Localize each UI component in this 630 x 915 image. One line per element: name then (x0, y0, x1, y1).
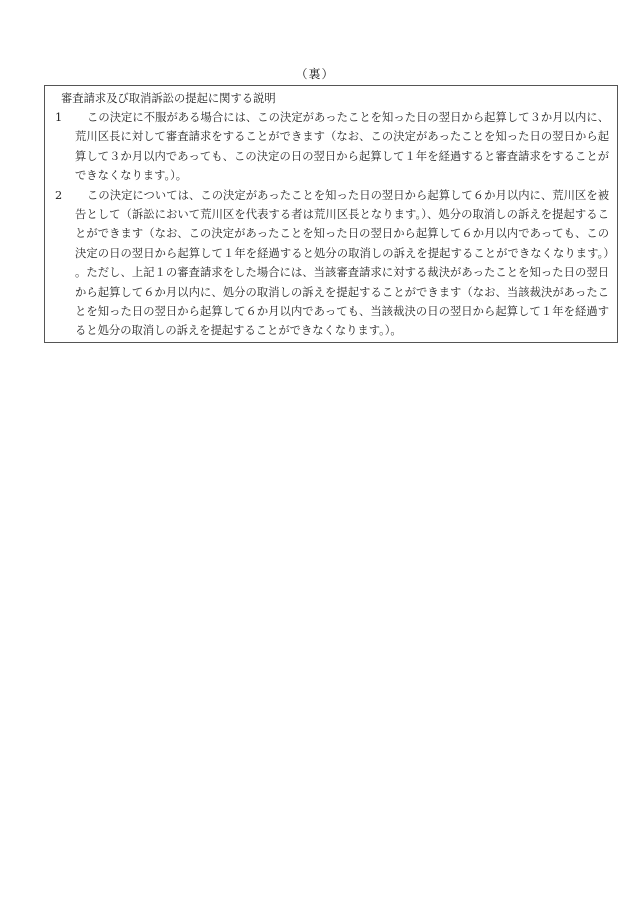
notice-item-1 (53, 108, 609, 186)
item-text: この決定については、この決定があったことを知った日の翌日から起算して６か月以内に、荒川区を被告として（訴訟において荒川区を代表する者は荒川区長となります。）、処分の取消しの訴えを提起することができます（なお、この決定があったことを知った日の翌日から起算して６か月以内であっても、この決定の日の翌日から起算して１年を経過すると処分の取消しの訴えを提起することができなくなります。）。ただし、上記１の審査請求をした場合には、当該審査請求に対する裁決があったことを知った日の翌日から起算して６か月以内に、処分の取消しの訴えを提起することができます（なお、当該裁決があったことを知った日の翌日から起算して６か月以内であっても、当該裁決の日の翌日から起算して１年を経過すると処分の取消しの訴えを提起することができなくなります。）。 (75, 188, 609, 338)
appeal-notice-box (44, 85, 618, 343)
item-number: 1 (55, 111, 63, 124)
notice-item-2 (53, 186, 609, 341)
page-side-label: （裏） (295, 67, 335, 81)
item-text: この決定に不服がある場合には、この決定があったことを知った日の翌日から起算して３か月以内に、荒川区長に対して審査請求をすることができます（なお、この決定があったことを知った日の翌日から起算して３か月以内であっても、この決定の日の翌日から起算して１年を経過すると審査請求をすることができなくなります。）。 (75, 111, 609, 183)
notice-heading: 審査請求及び取消訴訟の提起に関する説明 (61, 92, 276, 105)
item-number: 2 (55, 188, 63, 202)
